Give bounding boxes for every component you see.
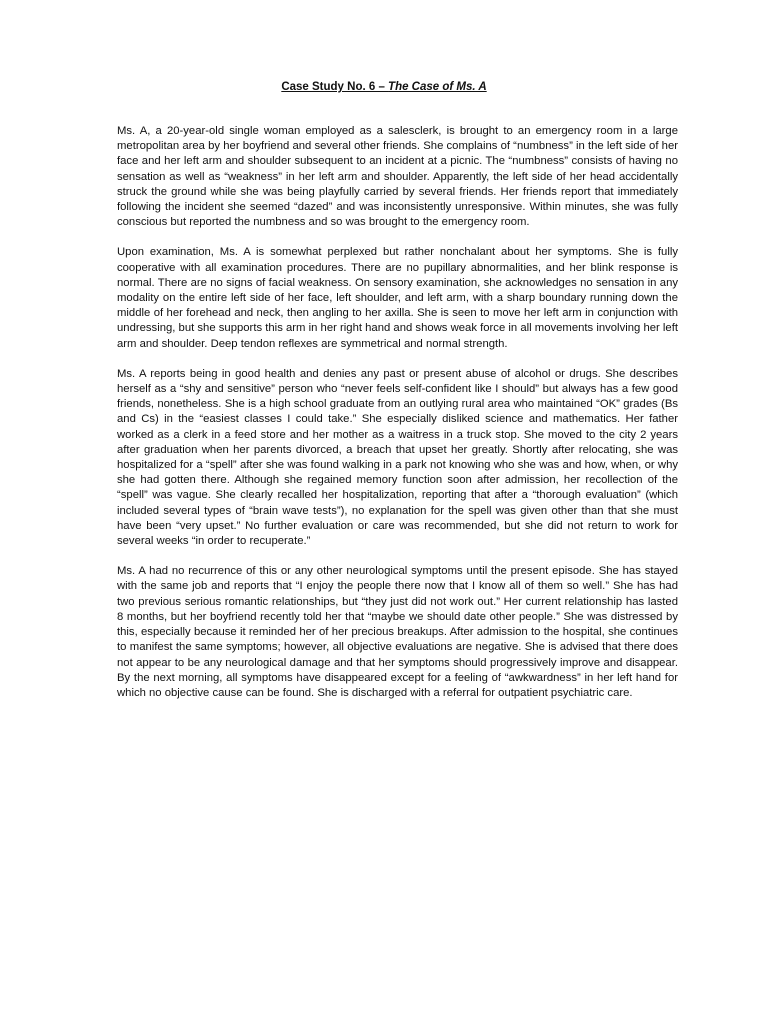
document-title [0,79,768,95]
title-prefix: Case Study No. 6 – [281,81,389,93]
paragraph-course: Ms. A had no recurrence of this or any other neurological symptoms until the present episode. She has stayed with the same job and reports that “I enjoy the people there now that I know all of them so well.” She has had two previous serious romantic relationships, but “they just did not work out.” Her current relationship has lasted 8 months, but her boyfriend recently told her that “maybe we should date other people.” She was distressed by this, especially because it reminded her of her precious breakups. After admission to the hospital, she continues to manifest the same symptoms; however, all objective evaluations are negative. She is advised that there does not appear to be any neurological damage and that her symptoms should progressively improve and disappear. By the next morning, all symptoms have disappeared except for a feeling of “awkwardness” in her left hand for which no objective cause can be found. She is discharged with a referral for outpatient psychiatric care. [117,565,678,699]
title-italic: The Case of Ms. A [388,81,487,93]
document-body [117,124,678,716]
paragraph-presentation: Ms. A, a 20-year-old single woman employed as a salesclerk, is brought to an emergency room in a large metropolitan area by her boyfriend and several other friends. She complains of “numbness” in the left side of her face and her left arm and shoulder subsequent to an incident at a picnic. The “numbness” consists of having no sensation as well as “weakness” in her left arm and shoulder. Apparently, the left side of her head accidentally struck the ground while she was being playfully carried by several friends. Her friends report that immediately following the incident she seemed “dazed” and was inconsistently unresponsive. Within minutes, she was fully conscious but reported the numbness and so was brought to the emergency room. [117,125,678,229]
paragraph-history: Ms. A reports being in good health and denies any past or present abuse of alcohol or drugs. She describes herself as a “shy and sensitive” person who “never feels self-confident like I should” but always has a few good friends, nonetheless. She is a high school graduate from an outlying rural area who maintained “OK” grades (Bs and Cs) in the “easiest classes I could take.” She especially disliked science and mathematics. Her father worked as a clerk in a feed store and her mother as a waitress in a truck stop. She moved to the city 2 years after graduation when her parents divorced, a breach that upset her greatly. Shortly after relocating, she was hospitalized for a “spell” after she was found walking in a park not knowing who she was and how, when, or why she had gotten there. Although she regained memory function soon after admission, her recollection of the “spell” was vague. She clearly recalled her hospitalization, reporting that after a “thorough evaluation” (which included several types of “brain wave tests”), no explanation for the spell was given other than that she must have been “very upset.” No further evaluation or care was recommended, but she did not return to work for several weeks “in order to recuperate.” [117,367,678,548]
paragraph-examination: Upon examination, Ms. A is somewhat perplexed but rather nonchalant about her symptoms. She is fully cooperative with all examination procedures. There are no pupillary abnormalities, and her blink response is normal. There are no signs of facial weakness. On sensory examination, she acknowledges no sensation in any modality on the entire left side of her face, left shoulder, and left arm, with a sharp boundary running down the middle of her forehead and neck, then angling to her axilla. She is seen to move her left arm in conjunction with undressing, but she supports this arm in her right hand and shows weak force in all movements involving her left arm and shoulder. Deep tendon reflexes are symmetrical and normal strength. [117,246,678,350]
